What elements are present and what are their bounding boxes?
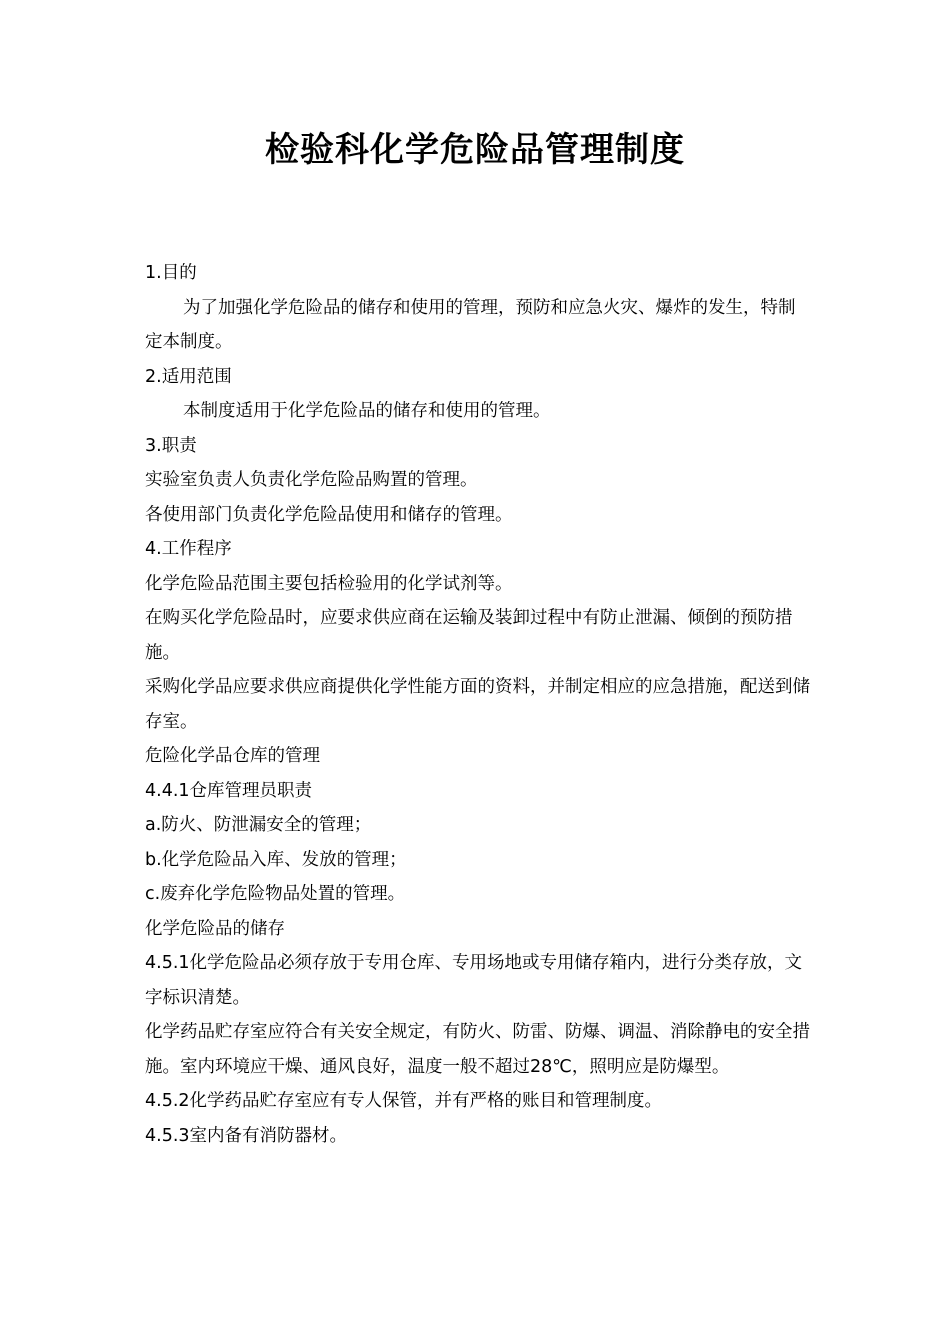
- clause-4-4-1: 4.4.1仓库管理员职责: [145, 780, 313, 801]
- document-body: [145, 256, 810, 1153]
- subsection-heading-warehouse: 危险化学品仓库的管理: [145, 746, 320, 766]
- paragraph-responsibility-lab-head: 实验室负责人负责化学危险品购置的管理。: [145, 470, 478, 490]
- section-heading-purpose: 1.目的: [145, 263, 197, 283]
- paragraph-storage-room-requirements: 化学药品贮存室应符合有关安全规定，有防火、防雷、防爆、调温、消除静电的安全措施。室内环境应干燥、通风良好，温度一般不超过28℃，照明应是防爆型。: [145, 1022, 810, 1077]
- paragraph-procurement: 采购化学品应要求供应商提供化学性能方面的资料，并制定相应的应急措施，配送到储存室。: [145, 677, 810, 732]
- list-item-c: c.废弃化学危险物品处置的管理。: [145, 884, 406, 904]
- clause-4-5-1: 4.5.1化学危险品必须存放于专用仓库、专用场地或专用储存箱内，进行分类存放，文字标识清楚。: [145, 953, 803, 1008]
- section-heading-responsibilities: 3.职责: [145, 435, 197, 456]
- section-heading-procedure: 4.工作程序: [145, 539, 232, 559]
- clause-4-5-3: 4.5.3室内备有消防器材。: [145, 1125, 348, 1146]
- clause-4-5-2: 4.5.2化学药品贮存室应有专人保管，并有严格的账目和管理制度。: [145, 1091, 663, 1111]
- paragraph-responsibility-departments: 各使用部门负责化学危险品使用和储存的管理。: [145, 504, 513, 525]
- list-item-a: a.防火、防泄漏安全的管理；: [145, 815, 372, 835]
- subsection-heading-storage: 化学危险品的储存: [145, 918, 285, 939]
- paragraph-purchasing: 在购买化学危险品时，应要求供应商在运输及装卸过程中有防止泄漏、倾倒的预防措施。: [145, 608, 793, 663]
- document-title: 检验科化学危险品管理制度: [265, 130, 685, 170]
- section-heading-scope: 2.适用范围: [145, 366, 232, 387]
- paragraph-purpose: 为了加强化学危险品的储存和使用的管理，预防和应急火灾、爆炸的发生，特制定本制度。: [145, 297, 796, 352]
- paragraph-scope-of-chemicals: 化学危险品范围主要包括检验用的化学试剂等。: [145, 573, 513, 594]
- list-item-b: b.化学危险品入库、发放的管理；: [145, 849, 407, 870]
- paragraph-scope: 本制度适用于化学危险品的储存和使用的管理。: [183, 401, 551, 421]
